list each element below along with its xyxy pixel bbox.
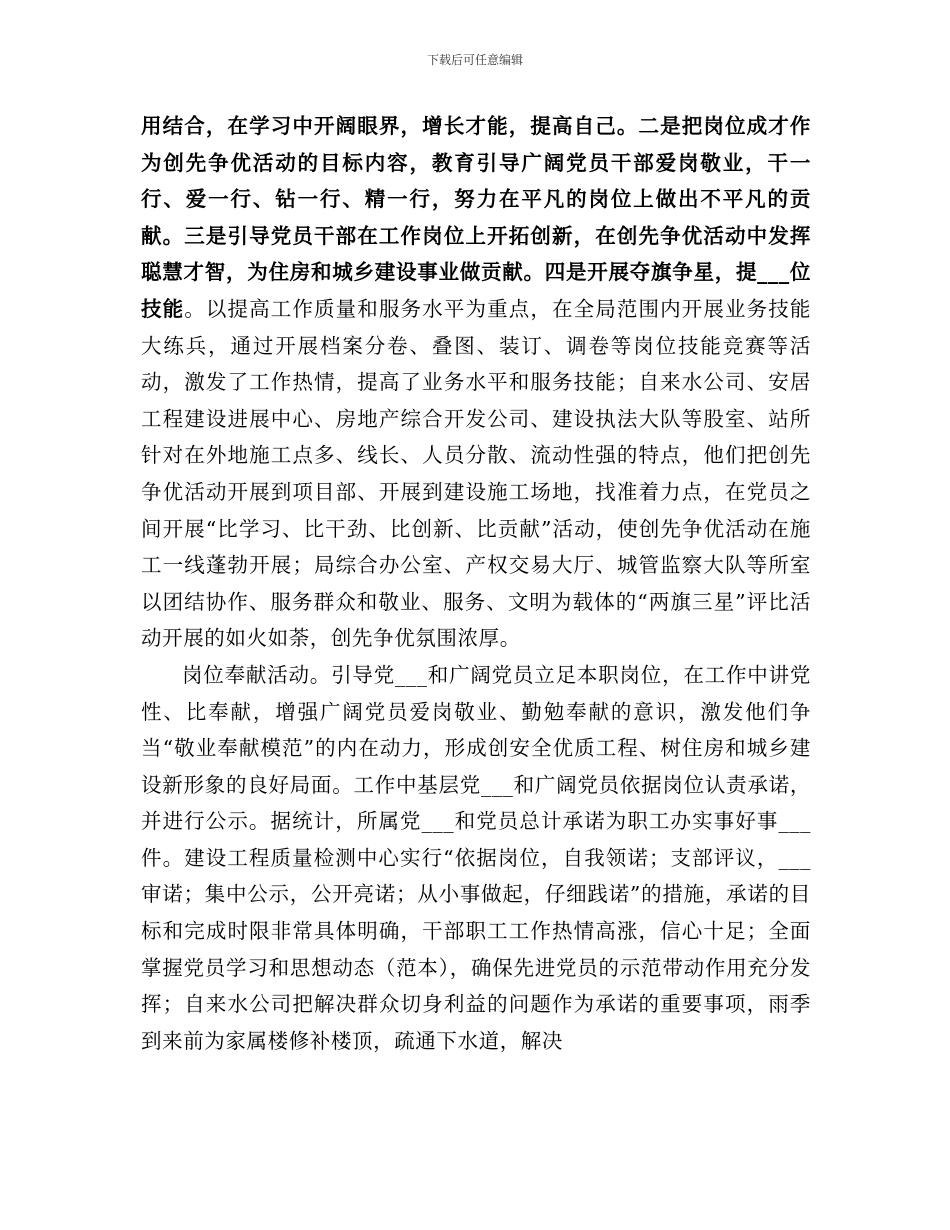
header-note: 下载后可任意编辑 xyxy=(426,53,523,67)
paragraph-1-text: 。以提高工作质量和服务水平为重点，在全局范围内开展业务技能大练兵，通过开展档案分卷、叠图、装订、调卷等岗位技能竞赛等活动，激发了工作热情，提高了业务水平和服务技能；自来水公司、安居工程建设进展中心、房地产综合开发公司、建设执法大队等股室、站所针对在外地施工点多、线长、人员分散、流动性强的特点，他们把创先争优活动开展到项目部、开展到建设施工场地，找准着力点，在党员之间开展“比学习、比干劲、比创新、比贡献”活动，使创先争优活动在施工一线蓬勃开展；局综合办公室、产权交易大厅、城管监察大队等所室以团结协作、服务群众和敬业、服务、文明为载体的“两旗三星”评比活动开展的如火如荼，创先争优氛围浓厚。 xyxy=(141,296,811,651)
paragraph-1 xyxy=(141,108,811,657)
paragraph-2: 岗位奉献活动。引导党___和广阔党员立足本职岗位，在工作中讲党性、比奉献，增强广阔党员爱岗敬业、勤勉奉献的意识，激发他们争当“敬业奉献模范”的内在动力，形成创安全优质工程、树住房和城乡建设新形象的良好局面。工作中基层党___和广阔党员依据岗位认责承诺，并进行公示。据统计，所属党___和党员总计承诺为职工办实事好事___件。建设工程质量检测中心实行“依据岗位，自我领诺；支部评议，___审诺；集中公示，公开亮诺；从小事做起，仔细践诺”的措施，承诺的目标和完成时限非常具体明确，干部职工工作热情高涨，信心十足；全面掌握党员学习和思想动态（范本），确保先进党员的示范带动作用充分发挥；自来水公司把解决群众切身利益的问题作为承诺的重要事项，雨季到来前为家属楼修补楼顶，疏通下水道，解决 xyxy=(141,662,811,1053)
page-header xyxy=(0,52,950,68)
paragraph-1-bold-text: 用结合，在学习中开阔眼界，增长才能，提高自己。二是把岗位成才作为创先争优活动的目标内容，教育引导广阔党员干部爱岗敬业，干一行、爱一行、钻一行、精一行，努力在平凡的岗位上做出不平凡的贡献。三是引导党员干部在工作岗位上开拓创新，在创先争优活动中发挥聪慧才智，为住房和城乡建设事业做贡献。四是开展夺旗争星，提___位技能 xyxy=(141,114,811,321)
document-body xyxy=(141,108,811,1059)
